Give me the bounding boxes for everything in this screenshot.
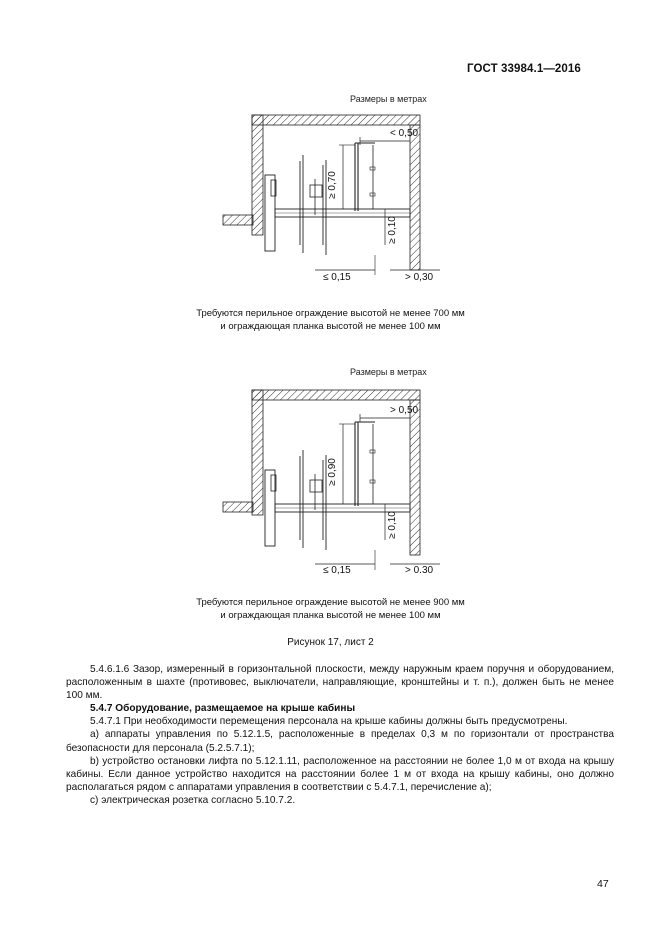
- dim-plank-label: ≥ 0,10: [387, 216, 398, 244]
- figure-2-caption-line1: Требуются перильное ограждение высотой не менее 900 мм: [196, 597, 465, 608]
- figure-caption: Рисунок 17, лист 2: [287, 637, 374, 648]
- shaft-ceiling: [252, 115, 420, 125]
- shaft-wall-left: [223, 115, 263, 235]
- shaft-ceiling: [252, 390, 420, 400]
- figure-2-drawing: [215, 380, 455, 580]
- figure-1-units-label: Размеры в метрах: [350, 94, 427, 104]
- figure-2-caption-line2: и ограждающая планка высотой не менее 100 мм: [220, 610, 441, 621]
- figure-1-caption-line1: Требуются перильное ограждение высотой не менее 700 мм: [196, 308, 465, 319]
- figure-1-caption-line2: и ограждающая планка высотой не менее 100 мм: [220, 321, 441, 332]
- document-code: ГОСТ 33984.1—2016: [467, 63, 581, 75]
- figure-2-units-label: Размеры в метрах: [350, 367, 427, 377]
- dim-top-label: < 0,50: [390, 128, 419, 139]
- paragraph-5-4-7-1: 5.4.7.1 При необходимости перемещения персонала на крыше кабины должны быть предусмотрены.: [90, 716, 568, 728]
- shaft-wall-left: [223, 390, 263, 515]
- dim-gap-right-label: > 0.30: [405, 565, 434, 576]
- shaft-wall-right: [410, 125, 420, 270]
- guide-rail: [265, 175, 275, 251]
- paragraph-5-4-6-1-6: 5.4.6.1.6 Зазор, измеренный в горизонтальной плоскости, между наружным краем поручня и оборудованием, расположенным в шахте (противовес, выключатели, направляющие, кронштейны и т. п.), должен быть не менее 100 мм.: [66, 664, 614, 702]
- list-item-a: a) аппараты управления по 5.12.1.5, расположенные в пределах 0,3 м по горизонтали от пространства безопасности для персонала (5.2.5.7.1);: [66, 729, 614, 754]
- dim-gap-left-label: ≤ 0,15: [323, 272, 351, 283]
- guide-rail: [265, 470, 275, 546]
- page-number: 47: [597, 878, 609, 890]
- dim-gap-right-label: > 0,30: [405, 272, 434, 283]
- dim-gap-left-label: ≤ 0,15: [323, 565, 351, 576]
- shaft-wall-right: [410, 400, 420, 555]
- dim-top-label: > 0,50: [390, 405, 419, 416]
- list-item-c: c) электрическая розетка согласно 5.10.7.2.: [90, 794, 296, 806]
- dim-height-label: ≥ 0,70: [327, 171, 338, 199]
- figure-1-drawing: [215, 105, 455, 290]
- dim-plank-label: ≥ 0,10: [387, 511, 398, 539]
- section-heading-5-4-7: 5.4.7 Оборудование, размещаемое на крыше кабины: [90, 703, 356, 715]
- list-item-b: b) устройство остановки лифта по 5.12.1.11, расположенное на расстоянии не более 1,0 м от входа на крышу кабины. Если данное устройство находится на расстоянии более 1 м от входа на крышу кабины, оно должно располагаться рядом с аппаратами управления в соответствии с 5.4.7.1, перечисление а);: [66, 755, 614, 793]
- dim-height-label: ≥ 0,90: [327, 458, 338, 486]
- body-text: [66, 663, 614, 807]
